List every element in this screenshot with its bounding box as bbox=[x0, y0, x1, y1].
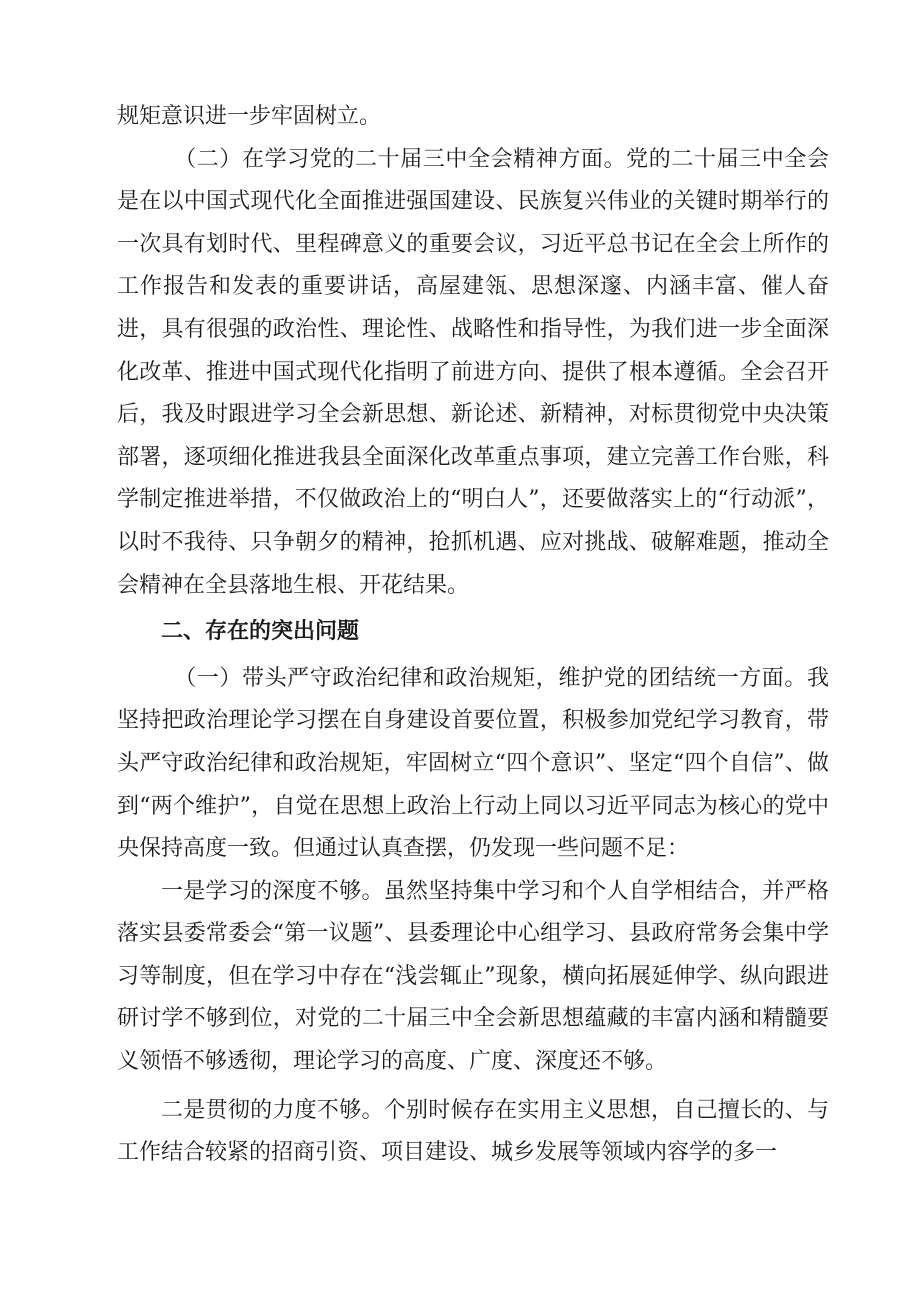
paragraph-study-depth: 一是学习的深度不够。虽然坚持集中学习和个人自学相结合，并严格落实县委常委会“第一议题”、县委理论中心组学习、县政府常务会集中学习等制度，但在学习中存在“浅尝辄止”现象，横向拓展延伸学、纵向跟进研讨学不够到位，对党的二十届三中全会新思想蕴藏的丰富内涵和精髓要义领悟不够透彻，理论学习的高度、广度、深度还不够。 bbox=[117, 878, 829, 1075]
paragraph-discipline: （一）带头严守政治纪律和政治规矩，维护党的团结统一方面。我坚持把政治理论学习摆在自身建设首要位置，积极参加党纪学习教育，带头严守政治纪律和政治规矩，牢固树立“四个意识”、坚定“四个自信”、做到“两个维护”，自觉在思想上政治上行动上同以习近平同志为核心的党中央保持高度一致。但通过认真查摆，仍发现一些问题不足： bbox=[117, 665, 829, 862]
section-heading-problems: 二、存在的突出问题 bbox=[161, 619, 360, 645]
paragraph-section-2-study: （二）在学习党的二十届三中全会精神方面。党的二十届三中全会是在以中国式现代化全面推进强国建设、民族复兴伟业的关键时期举行的一次具有划时代、里程碑意义的重要会议，习近平总书记在全会上所作的工作报告和发表的重要讲话，高屋建瓴、思想深邃、内涵丰富、催人奋进，具有很强的政治性、理论性、战略性和指导性，为我们进一步全面深化改革、推进中国式现代化指明了前进方向、提供了根本遵循。全会召开后，我及时跟进学习全会新思想、新论述、新精神，对标贯彻党中央决策部署，逐项细化推进我县全面深化改革重点事项，建立完善工作台账，科学制定推进举措，不仅做政治上的“明白人”，还要做落实上的“行动派”，以时不我待、只争朝夕的精神，抢抓机遇、应对挑战、破解难题，推动全会精神在全县落地生根、开花结果。 bbox=[117, 146, 829, 598]
document-body bbox=[117, 96, 829, 1175]
paragraph-continuation: 规矩意识进一步牢固树立。 bbox=[117, 104, 382, 129]
paragraph-implementation: 二是贯彻的力度不够。个别时候存在实用主义思想，自己擅长的、与工作结合较紧的招商引资、项目建设、城乡发展等领域内容学的多一 bbox=[117, 1097, 829, 1166]
